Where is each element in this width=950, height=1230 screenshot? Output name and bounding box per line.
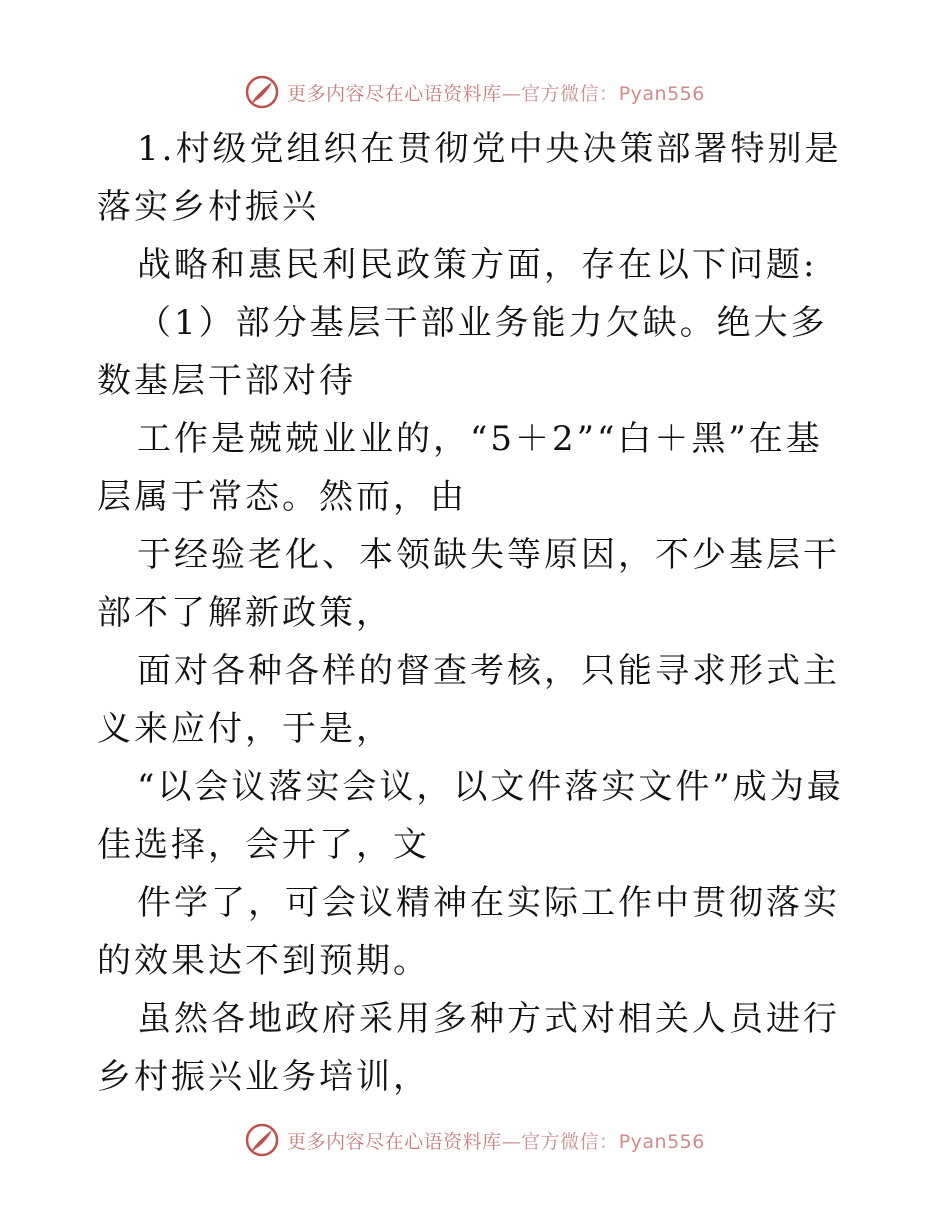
paragraph: 工作是兢兢业业的，“5＋2”“白＋黑”在基层属于常态。然而，由 bbox=[97, 419, 823, 517]
paragraph: “以会议落实会议，以文件落实文件”成为最佳选择，会开了，文 bbox=[97, 767, 844, 865]
paragraph: 面对各种各样的督查考核，只能寻求形式主义来应付，于是， bbox=[97, 651, 840, 749]
banner-text: 更多内容尽在心语资料库—官方微信：Pyan556 bbox=[287, 82, 705, 105]
header-watermark-banner bbox=[0, 70, 950, 114]
quill-seal-icon bbox=[245, 1123, 279, 1157]
paragraph: 件学了，可会议精神在实际工作中贯彻落实的效果达不到预期。 bbox=[97, 883, 840, 981]
paragraph: 虽然各地政府采用多种方式对相关人员进行乡村振兴业务培训， bbox=[97, 999, 840, 1097]
paragraph: 战略和惠民利民政策方面，存在以下问题: bbox=[137, 245, 818, 285]
paragraph: 1.村级党组织在贯彻党中央决策部署特别是落实乡村振兴 bbox=[97, 129, 842, 227]
paragraph: 于经验老化、本领缺失等原因，不少基层干部不了解新政策， bbox=[97, 535, 840, 633]
banner-text: 更多内容尽在心语资料库—官方微信：Pyan556 bbox=[287, 1130, 705, 1153]
paragraph: （1）部分基层干部业务能力欠缺。绝大多数基层干部对待 bbox=[97, 303, 828, 401]
footer-watermark-banner bbox=[0, 1118, 950, 1162]
document-body bbox=[97, 120, 857, 1106]
quill-seal-icon bbox=[245, 75, 279, 109]
